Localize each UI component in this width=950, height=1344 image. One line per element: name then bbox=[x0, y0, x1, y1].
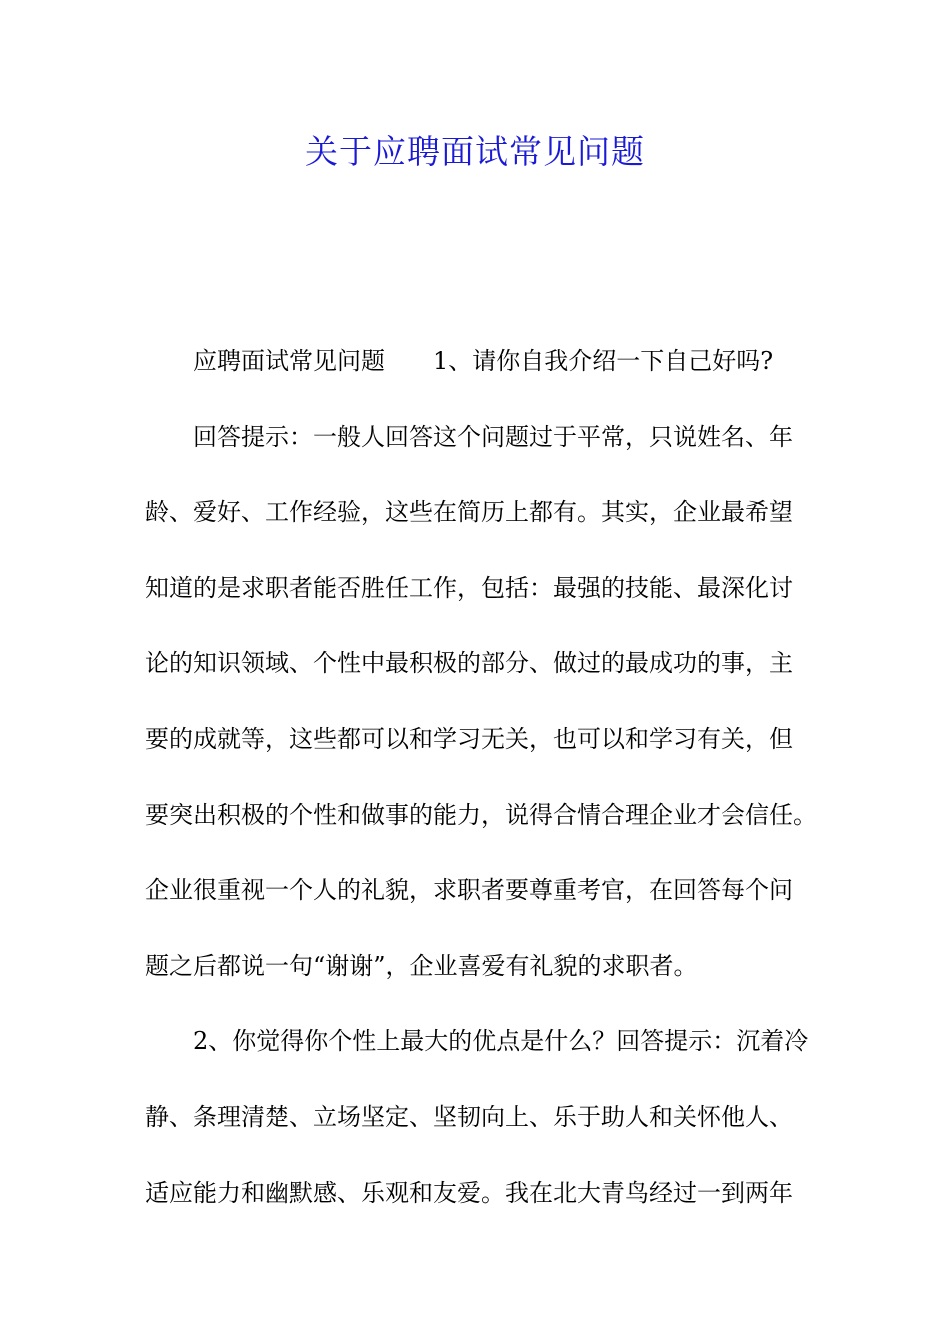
paragraph-line: 静、条理清楚、立场坚定、坚韧向上、乐于助人和关怀他人、 bbox=[145, 1102, 793, 1131]
paragraph-line: 2、你觉得你个性上最大的优点是什么？回答提示：沉着冷 bbox=[193, 1027, 809, 1056]
paragraph-line: 要的成就等，这些都可以和学习无关，也可以和学习有关，但 bbox=[145, 724, 793, 753]
paragraph-line: 企业很重视一个人的礼貌，求职者要尊重考官，在回答每个问 bbox=[145, 876, 793, 905]
paragraph-line: 要突出积极的个性和做事的能力，说得合情合理企业才会信任。 bbox=[145, 800, 817, 829]
paragraph-line: 应聘面试常见问题 1、请你自我介绍一下自己好吗? bbox=[193, 347, 774, 375]
paragraph-line: 论的知识领域、个性中最积极的部分、做过的最成功的事，主 bbox=[145, 649, 793, 678]
document-title: 关于应聘面试常见问题 bbox=[305, 132, 645, 171]
paragraph-line: 回答提示：一般人回答这个问题过于平常，只说姓名、年 bbox=[193, 422, 793, 451]
paragraph-line: 适应能力和幽默感、乐观和友爱。我在北大青鸟经过一到两年 bbox=[145, 1178, 793, 1207]
paragraph-line: 龄、爱好、工作经验，这些在简历上都有。其实，企业最希望 bbox=[145, 498, 793, 527]
document-body bbox=[145, 336, 815, 1243]
paragraph-line: 题之后都说一句“谢谢”，企业喜爱有礼貌的求职者。 bbox=[145, 951, 698, 980]
paragraph-line: 知道的是求职者能否胜任工作，包括：最强的技能、最深化讨 bbox=[145, 573, 793, 602]
